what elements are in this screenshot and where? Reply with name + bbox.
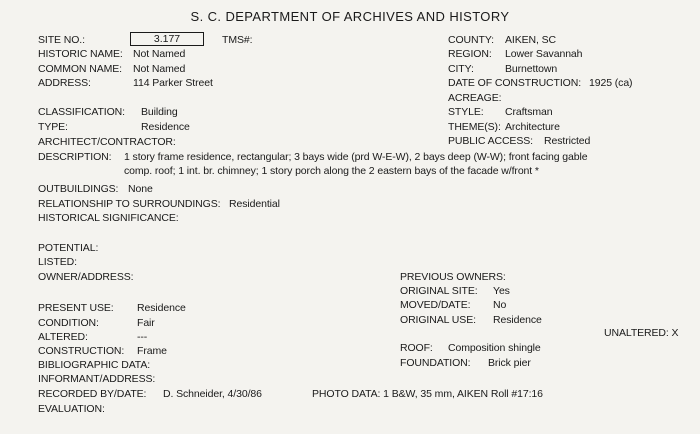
altered-label: ALTERED: [38, 331, 88, 343]
original-use-label: ORIGINAL USE: [400, 314, 476, 326]
address-label: ADDRESS: [38, 77, 91, 89]
historic-name-label: HISTORIC NAME: [38, 48, 123, 60]
tms-label: TMS#: [222, 34, 253, 46]
roof-label: ROOF: [400, 342, 433, 354]
date-of-construction-label: DATE OF CONSTRUCTION: [448, 77, 582, 89]
city-label: CITY: [448, 63, 474, 75]
present-use-label: PRESENT USE: [38, 302, 114, 314]
region-value: Lower Savannah [505, 48, 583, 60]
public-access-label: PUBLIC ACCESS: [448, 135, 533, 147]
condition-label: CONDITION: [38, 317, 99, 329]
city-value: Burnettown [505, 63, 558, 75]
classification-label: CLASSIFICATION: [38, 106, 125, 118]
relationship-value: Residential [229, 198, 280, 210]
unaltered-mark: UNALTERED: X [604, 327, 679, 339]
original-use-value: Residence [493, 314, 542, 326]
construction-value: Frame [137, 345, 167, 357]
page-title: S. C. DEPARTMENT OF ARCHIVES AND HISTORY [190, 9, 510, 24]
moved-date-value: No [493, 299, 507, 311]
moved-date-label: MOVED/DATE: [400, 299, 471, 311]
altered-value: --- [137, 331, 148, 343]
common-name-label: COMMON NAME: [38, 63, 122, 75]
description-label: DESCRIPTION: [38, 151, 112, 163]
style-value: Craftsman [505, 106, 553, 118]
bibliographic-data-label: BIBLIOGRAPHIC DATA: [38, 359, 151, 371]
common-name-value: Not Named [133, 63, 186, 75]
historical-significance-label: HISTORICAL SIGNIFICANCE: [38, 212, 179, 224]
style-label: STYLE: [448, 106, 484, 118]
acreage-label: ACREAGE: [448, 92, 502, 104]
evaluation-label: EVALUATION: [38, 403, 105, 415]
classification-value: Building [141, 106, 178, 118]
photo-data: PHOTO DATA: 1 B&W, 35 mm, AIKEN Roll #17:16 [312, 388, 543, 400]
potential-label: POTENTIAL: [38, 242, 99, 254]
construction-label: CONSTRUCTION: [38, 345, 125, 357]
site-no-label: SITE NO.: [38, 34, 85, 46]
historic-name-value: Not Named [133, 48, 186, 60]
themes-label: THEME(S): [448, 121, 501, 133]
previous-owners-label: PREVIOUS OWNERS: [400, 271, 506, 283]
condition-value: Fair [137, 317, 155, 329]
type-value: Residence [141, 121, 190, 133]
roof-value: Composition shingle [448, 342, 541, 354]
address-value: 114 Parker Street [133, 77, 213, 89]
county-value: AIKEN, SC [505, 34, 557, 46]
outbuildings-value: None [128, 183, 153, 195]
recorded-by-value: D. Schneider, 4/30/86 [163, 388, 262, 400]
architect-label: ARCHITECT/CONTRACTOR: [38, 136, 176, 148]
type-label: TYPE: [38, 121, 68, 133]
owner-address-label: OWNER/ADDRESS: [38, 271, 134, 283]
outbuildings-label: OUTBUILDINGS: [38, 183, 119, 195]
recorded-by-label: RECORDED BY/DATE: [38, 388, 147, 400]
county-label: COUNTY: [448, 34, 494, 46]
informant-address-label: INFORMANT/ADDRESS: [38, 373, 156, 385]
foundation-label: FOUNDATION: [400, 357, 471, 369]
original-site-value: Yes [493, 285, 510, 297]
listed-label: LISTED: [38, 256, 77, 268]
public-access-value: Restricted [544, 135, 591, 147]
date-of-construction-value: 1925 (ca) [589, 77, 633, 89]
site-no-value: 3.177 [130, 32, 204, 46]
relationship-label: RELATIONSHIP TO SURROUNDINGS: [38, 198, 221, 210]
description-line-2: comp. roof; 1 int. br. chimney; 1 story porch along the 2 eastern bays of the facade w/front * [124, 165, 539, 177]
foundation-value: Brick pier [488, 357, 531, 369]
original-site-label: ORIGINAL SITE: [400, 285, 478, 297]
description-line-1: 1 story frame residence, rectangular; 3 bays wide (prd W-E-W), 2 bays deep (W-W); front facing gable [124, 151, 588, 163]
present-use-value: Residence [137, 302, 186, 314]
themes-value: Architecture [505, 121, 560, 133]
region-label: REGION: [448, 48, 492, 60]
